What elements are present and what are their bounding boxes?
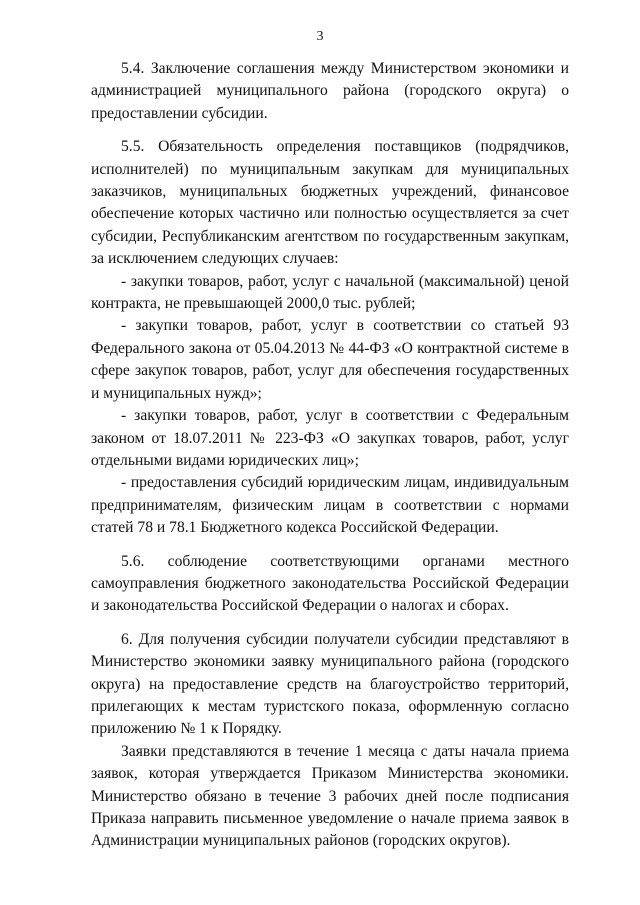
paragraph-applications: Заявки представляются в течение 1 месяца с даты начала приема заявок, которая утверждается Приказом Министерства экономики. Министерство обязано в течение 3 рабочих дней после подписания Приказа направить письменное уведомление о начале приема заявок в Администрации муниципальных районов (городских округов).: [91, 742, 569, 850]
list-item-subsidies: - предоставления субсидий юридическим лицам, индивидуальным предпринимателям, физическим лицам в соответствии с нормами статей 78 и 78.1 Бюджетного кодекса Российской Федерации.: [91, 474, 569, 537]
paragraph-5-5: 5.5. Обязательность определения поставщиков (подрядчиков, исполнителей) по муниципальным закупкам для муниципальных заказчиков, муниципальных бюджетных учреждений, финансовое обеспечение которых частично или полностью осуществляется за счет субсидии, Республиканским агентством по государственным закупкам, за исключением следующих случаев:: [91, 138, 569, 268]
list-item-article-93: - закупки товаров, работ, услуг в соответствии со статьей 93 Федерального закона от 05.04.2013 № 44-ФЗ «О контрактной системе в сфере закупок товаров, работ, услуг для обеспечения государственных и муниципальных нужд»;: [91, 317, 569, 402]
paragraph-5-6: 5.6. соблюдение соответствующими органами местного самоуправления бюджетного законодательства Российской Федерации и законодательства Российской Федерации о налогах и сборах.: [91, 552, 569, 615]
list-item-small-purchases: - закупки товаров, работ, услуг с начальной (максимальной) ценой контракта, не превышающей 2000,0 тыс. рублей;: [91, 272, 569, 313]
document-body: [91, 58, 569, 853]
paragraph-5-4: 5.4. Заключение соглашения между Министерством экономики и администрацией муниципального района (городского округа) о предоставлении субсидии.: [91, 60, 569, 122]
list-item-223-fz: - закупки товаров, работ, услуг в соответствии с Федеральным законом от 18.07.2011 № 223-ФЗ «О закупках товаров, работ, услуг отдельными видами юридических лиц»;: [91, 407, 569, 469]
paragraph-6: 6. Для получения субсидии получатели субсидии представляют в Министерство экономики заявку муниципального района (городского округа) на предоставление средств на благоустройство территорий, прилегающих к местам туристского показа, оформленную согласно приложению № 1 к Порядку.: [91, 630, 569, 738]
page-number: 3: [316, 29, 324, 44]
